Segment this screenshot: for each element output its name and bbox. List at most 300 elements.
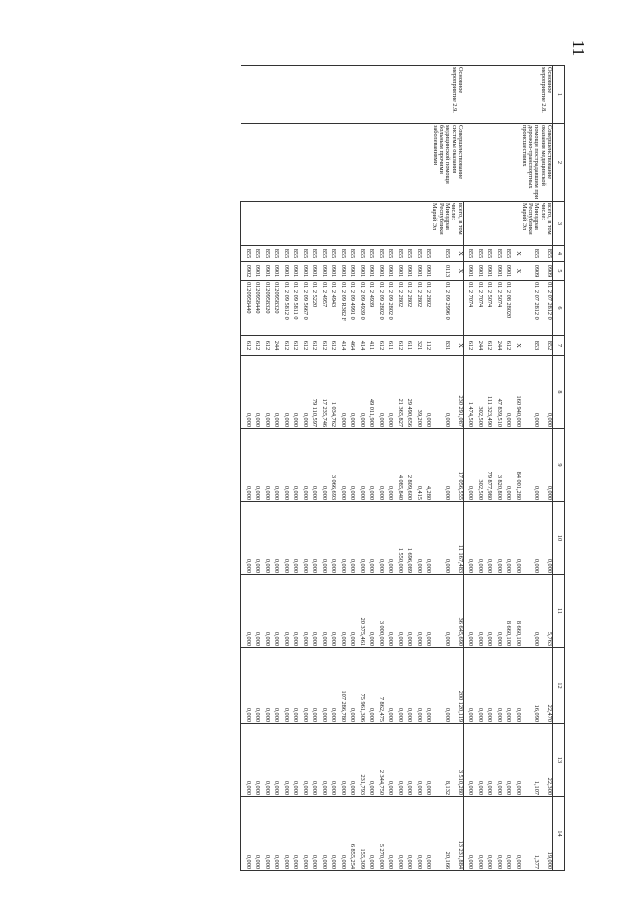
vr-cell: 612 xyxy=(327,336,337,356)
value-cell: 0,000 xyxy=(241,356,251,429)
event-title: Совершенствование системы оказания медицинской помощи больным прочими заболеваниями xyxy=(241,124,463,202)
grbs-cell: 855 xyxy=(384,246,394,262)
executor-cell xyxy=(473,202,483,246)
value-cell: 0,000 xyxy=(336,797,346,871)
grbs-cell: 855 xyxy=(308,246,318,262)
value-cell: 0,000 xyxy=(502,797,512,871)
value-cell: 0,000 xyxy=(298,356,308,429)
value-cell: 0,000 xyxy=(279,356,289,429)
value-cell: 0,000 xyxy=(412,648,422,724)
value-cell: 0,000 xyxy=(365,724,375,797)
csr-cell: 01 2 2802 xyxy=(403,281,413,336)
grbs-cell: 855 xyxy=(492,246,502,262)
value-cell: 0,000 xyxy=(422,724,432,797)
value-cell: 5,763 xyxy=(539,575,552,648)
value-cell: 1 696,089 xyxy=(403,502,413,575)
value-cell: 13 231,884 xyxy=(450,797,463,871)
grbs-cell: 855 xyxy=(251,246,261,262)
grbs-cell: X xyxy=(450,246,463,262)
value-cell: 0,000 xyxy=(374,429,384,502)
value-cell: 0,000 xyxy=(492,648,502,724)
event-label: Основное мероприятие 2.9. xyxy=(241,66,463,124)
value-cell: 0,000 xyxy=(393,575,403,648)
value-cell: 0,000 xyxy=(279,724,289,797)
value-cell: 0,000 xyxy=(502,502,512,575)
executor-cell: Минздрав Республики Марий Эл xyxy=(431,202,450,246)
value-cell: 0,000 xyxy=(412,724,422,797)
header-col-1: 1 xyxy=(553,66,565,124)
rzpr-cell: 0901 xyxy=(336,262,346,281)
value-cell: 0,000 xyxy=(346,724,356,797)
value-cell: 0,000 xyxy=(483,502,493,575)
value-cell: 0,000 xyxy=(346,502,356,575)
value-cell: 0,000 xyxy=(463,797,473,871)
executor-cell: всего, в том числе: xyxy=(539,202,552,246)
executor-cell xyxy=(422,202,432,246)
grbs-cell: 855 xyxy=(260,246,270,262)
rzpr-cell: 0901 xyxy=(289,262,299,281)
rzpr-cell: 0901 xyxy=(346,262,356,281)
rzpr-cell: 0901 xyxy=(317,262,327,281)
header-col-12: 12 xyxy=(553,648,565,724)
value-cell: 1 474,500 xyxy=(463,356,473,429)
value-cell: 0,000 xyxy=(412,797,422,871)
value-cell: 0,000 xyxy=(473,648,483,724)
vr-cell: 244 xyxy=(473,336,483,356)
value-cell: 0,000 xyxy=(502,724,512,797)
value-cell: 0,000 xyxy=(511,724,521,797)
value-cell: 0,000 xyxy=(289,797,299,871)
grbs-cell: 855 xyxy=(336,246,346,262)
value-cell: 0,000 xyxy=(317,724,327,797)
value-cell: 0,000 xyxy=(502,648,512,724)
value-cell: 0,000 xyxy=(492,797,502,871)
csr-cell: 0120958440 xyxy=(241,281,251,336)
vr-cell: 611 xyxy=(403,336,413,356)
value-cell: 3 510,280 xyxy=(450,724,463,797)
value-cell: 0,000 xyxy=(365,429,375,502)
value-cell: 0,000 xyxy=(539,502,552,575)
rzpr-cell: 0901 xyxy=(502,262,512,281)
value-cell: 0,000 xyxy=(317,429,327,502)
csr-cell: 01 2 09 5811 0 xyxy=(289,281,299,336)
grbs-cell: 855 xyxy=(298,246,308,262)
csr-cell: 01 2 09 5812 0 xyxy=(279,281,289,336)
value-cell: 20,166 xyxy=(431,797,450,871)
value-cell: 0,000 xyxy=(483,797,493,871)
value-cell: 1 034,762 xyxy=(327,356,337,429)
csr-cell: 01 2 09 4939 0 xyxy=(355,281,365,336)
value-cell: 21 365,827 xyxy=(393,356,403,429)
rzpr-cell: 0909 xyxy=(521,262,540,281)
value-cell: 79 877,980 xyxy=(483,429,493,502)
value-cell: 0,000 xyxy=(431,429,450,502)
value-cell: 0,000 xyxy=(308,797,318,871)
value-cell: 155,309 xyxy=(355,797,365,871)
value-cell: 0,000 xyxy=(270,724,280,797)
value-cell: 17 056,555 xyxy=(450,429,463,502)
executor-cell: всего, в том числе: xyxy=(450,202,463,246)
value-cell: 0,000 xyxy=(473,797,483,871)
value-cell: 0,000 xyxy=(289,502,299,575)
header-col-6: 6 xyxy=(553,281,565,336)
executor-cell xyxy=(393,202,403,246)
value-cell: 0,000 xyxy=(298,502,308,575)
vr-cell: 464 xyxy=(346,336,356,356)
executor-cell xyxy=(317,202,327,246)
value-cell: 0,000 xyxy=(270,502,280,575)
grbs-cell: 855 xyxy=(346,246,356,262)
grbs-cell: X xyxy=(511,246,521,262)
value-cell: 0,000 xyxy=(270,429,280,502)
value-cell: 0,000 xyxy=(521,502,540,575)
value-cell: 0,000 xyxy=(336,575,346,648)
value-cell: 0,000 xyxy=(241,502,251,575)
value-cell: 0,000 xyxy=(298,429,308,502)
page-number: 11 xyxy=(569,39,589,57)
value-cell: 0,000 xyxy=(384,502,394,575)
value-cell: 0,000 xyxy=(355,502,365,575)
grbs-cell: 855 xyxy=(279,246,289,262)
executor-cell xyxy=(374,202,384,246)
value-cell: 0,000 xyxy=(483,724,493,797)
grbs-cell: 855 xyxy=(270,246,280,262)
executor-cell xyxy=(502,202,512,246)
vr-cell: 612 xyxy=(393,336,403,356)
csr-cell: 01 2 07 2812 0 xyxy=(539,281,552,336)
vr-cell: 612 xyxy=(502,336,512,356)
value-cell: 3 820,800 xyxy=(492,429,502,502)
value-cell: 0,000 xyxy=(483,648,493,724)
value-cell: 0,000 xyxy=(327,648,337,724)
vr-cell: 414 xyxy=(336,336,346,356)
value-cell: 0,000 xyxy=(393,724,403,797)
value-cell: 0,000 xyxy=(422,502,432,575)
value-cell: 0,000 xyxy=(298,648,308,724)
value-cell: 0,000 xyxy=(473,575,483,648)
grbs-cell: 855 xyxy=(317,246,327,262)
value-cell: 22,300 xyxy=(539,724,552,797)
executor-cell xyxy=(327,202,337,246)
value-cell: 0,000 xyxy=(260,724,270,797)
rzpr-cell: 0901 xyxy=(473,262,483,281)
vr-cell: 244 xyxy=(492,336,502,356)
value-cell: 0,000 xyxy=(270,575,280,648)
value-cell: 0,000 xyxy=(473,502,483,575)
value-cell: 0,000 xyxy=(289,724,299,797)
header-col-11: 11 xyxy=(553,575,565,648)
executor-cell xyxy=(279,202,289,246)
value-cell: 1,107 xyxy=(521,724,540,797)
value-cell: 0,000 xyxy=(365,502,375,575)
rzpr-cell: 0901 xyxy=(327,262,337,281)
executor-cell xyxy=(260,202,270,246)
value-cell: 0,000 xyxy=(511,502,521,575)
value-cell: 0,000 xyxy=(539,429,552,502)
value-cell: 0,000 xyxy=(539,356,552,429)
grbs-cell: 855 xyxy=(355,246,365,262)
grbs-cell: 855 xyxy=(539,246,552,262)
value-cell: 17 235,746 xyxy=(317,356,327,429)
vr-cell: 612 xyxy=(251,336,261,356)
value-cell: 0,000 xyxy=(374,502,384,575)
header-row xyxy=(553,66,565,871)
csr-cell: 01 2 07 2812 0 xyxy=(521,281,540,336)
value-cell: 0,000 xyxy=(251,429,261,502)
value-cell: 1 550,000 xyxy=(393,502,403,575)
value-cell: 0,000 xyxy=(260,429,270,502)
value-cell: 0,000 xyxy=(308,724,318,797)
csr-cell: 01 2 7074 xyxy=(463,281,473,336)
value-cell: 0,000 xyxy=(241,429,251,502)
csr-cell: 01 2 4943 xyxy=(327,281,337,336)
value-cell: 0,000 xyxy=(260,502,270,575)
header-col-5: 5 xyxy=(553,262,565,281)
value-cell: 0,000 xyxy=(483,575,493,648)
value-cell: 0,000 xyxy=(279,648,289,724)
executor-cell xyxy=(412,202,422,246)
rzpr-cell: 0901 xyxy=(412,262,422,281)
value-cell: 0,000 xyxy=(463,429,473,502)
value-cell: 0,000 xyxy=(251,356,261,429)
value-cell: 0,000 xyxy=(251,502,261,575)
value-cell: 0,000 xyxy=(327,502,337,575)
rzpr-cell: 0902 xyxy=(241,262,251,281)
value-cell: 4 085,840 xyxy=(393,429,403,502)
rzpr-cell: 0901 xyxy=(270,262,280,281)
value-cell: 0,000 xyxy=(521,356,540,429)
value-cell: 0,000 xyxy=(346,429,356,502)
value-cell: 19,000 xyxy=(539,797,552,871)
value-cell: 0,000 xyxy=(241,648,251,724)
rzpr-cell: 0901 xyxy=(279,262,289,281)
rzpr-cell: 0901 xyxy=(355,262,365,281)
vr-cell: 321 xyxy=(412,336,422,356)
value-cell: 0,000 xyxy=(327,797,337,871)
value-cell: 107 286,780 xyxy=(336,648,346,724)
value-cell: 0,000 xyxy=(327,724,337,797)
rzpr-cell: 0901 xyxy=(422,262,432,281)
value-cell: 111 323,490 xyxy=(483,356,493,429)
value-cell: 0,000 xyxy=(336,429,346,502)
table-row xyxy=(539,66,552,871)
event-title: Совершенствование оказания медицинской помощи пострадавшим при дорожно-транспортных происшествиях xyxy=(463,124,552,202)
value-cell: 0,000 xyxy=(289,648,299,724)
value-cell: 0,000 xyxy=(422,356,432,429)
value-cell: 0,000 xyxy=(346,648,356,724)
value-cell: 0,000 xyxy=(502,429,512,502)
rzpr-cell: 0901 xyxy=(374,262,384,281)
rzpr-cell: 0901 xyxy=(384,262,394,281)
value-cell: 0,000 xyxy=(384,575,394,648)
value-cell: 0,000 xyxy=(422,575,432,648)
rzpr-cell: 0901 xyxy=(298,262,308,281)
value-cell: 0,000 xyxy=(317,648,327,724)
value-cell: 302,500 xyxy=(473,429,483,502)
vr-cell: 414 xyxy=(355,336,365,356)
csr-cell: 01 2 2802 xyxy=(393,281,403,336)
value-cell: 0,000 xyxy=(308,429,318,502)
executor-cell xyxy=(346,202,356,246)
value-cell: 1,377 xyxy=(521,797,540,871)
csr-cell: 01 2 09 2802 0 xyxy=(384,281,394,336)
value-cell: 0,000 xyxy=(502,356,512,429)
vr-cell: 411 xyxy=(365,336,375,356)
value-cell: 0,000 xyxy=(463,575,473,648)
value-cell: 11 167,483 xyxy=(450,502,463,575)
executor-cell xyxy=(511,202,521,246)
vr-cell: 612 xyxy=(279,336,289,356)
csr-cell: 01 2 09 R382 F xyxy=(336,281,346,336)
vr-cell: 852 xyxy=(539,336,552,356)
value-cell: 49 011,900 xyxy=(365,356,375,429)
value-cell: 0,000 xyxy=(521,575,540,648)
rzpr-cell: 0909 xyxy=(539,262,552,281)
csr-cell: 0120958320 xyxy=(270,281,280,336)
header-col-2: 2 xyxy=(553,124,565,202)
value-cell: 0,000 xyxy=(403,797,413,871)
value-cell: 75 961,306 xyxy=(355,648,365,724)
value-cell: 0,000 xyxy=(260,648,270,724)
value-cell: 0,000 xyxy=(412,502,422,575)
value-cell: 47 839,510 xyxy=(492,356,502,429)
value-cell: 0,000 xyxy=(241,797,251,871)
value-cell: 0,000 xyxy=(431,502,450,575)
value-cell: 0,000 xyxy=(365,648,375,724)
value-cell: 0,000 xyxy=(336,502,346,575)
value-cell: 0,000 xyxy=(384,724,394,797)
event-label: Основное мероприятие 2.8. xyxy=(463,66,552,124)
value-cell: 0,000 xyxy=(492,575,502,648)
value-cell: 0,000 xyxy=(260,356,270,429)
csr-cell xyxy=(511,281,521,336)
rotated-table-container xyxy=(132,65,565,870)
header-col-13: 13 xyxy=(553,724,565,797)
vr-cell: 112 xyxy=(422,336,432,356)
vr-cell: 611 xyxy=(384,336,394,356)
executor-cell xyxy=(298,202,308,246)
value-cell: 160 940,000 xyxy=(511,356,521,429)
grbs-cell: 855 xyxy=(374,246,384,262)
vr-cell: 244 xyxy=(270,336,280,356)
vr-cell: 853 xyxy=(521,336,540,356)
value-cell: 0,000 xyxy=(393,797,403,871)
value-cell: 0,000 xyxy=(270,797,280,871)
csr-cell: 01 2 09 2996 0 xyxy=(431,281,450,336)
value-cell: 8 660,100 xyxy=(511,575,521,648)
executor-cell xyxy=(241,202,251,246)
vr-cell: 612 xyxy=(298,336,308,356)
value-cell: 7 862,475 xyxy=(374,648,384,724)
value-cell: 0,415 xyxy=(412,429,422,502)
grbs-cell: 855 xyxy=(241,246,251,262)
csr-cell: 01 2 5074 xyxy=(483,281,493,336)
value-cell: 0,000 xyxy=(393,648,403,724)
executor-cell xyxy=(492,202,502,246)
rzpr-cell: X xyxy=(450,262,463,281)
vr-cell: 612 xyxy=(463,336,473,356)
csr-cell: 01 2 4939 xyxy=(365,281,375,336)
value-cell: 8,132 xyxy=(431,724,450,797)
value-cell: 0,000 xyxy=(260,797,270,871)
vr-cell: 612 xyxy=(241,336,251,356)
value-cell: 0,000 xyxy=(327,575,337,648)
vr-cell: X xyxy=(511,336,521,356)
value-cell: 0,000 xyxy=(403,575,413,648)
value-cell: 22,470 xyxy=(539,648,552,724)
value-cell: 2 344,750 xyxy=(374,724,384,797)
rzpr-cell: 0901 xyxy=(260,262,270,281)
value-cell: 0,000 xyxy=(431,575,450,648)
value-cell: 20 375,461 xyxy=(355,575,365,648)
value-cell: 0,000 xyxy=(403,648,413,724)
value-cell: 0,000 xyxy=(403,724,413,797)
value-cell: 0,000 xyxy=(308,502,318,575)
header-col-4: 4 xyxy=(553,246,565,262)
value-cell: 0,000 xyxy=(463,648,473,724)
vr-cell: 612 xyxy=(317,336,327,356)
vr-cell: 612 xyxy=(308,336,318,356)
rzpr-cell: 0901 xyxy=(308,262,318,281)
value-cell: 0,000 xyxy=(463,502,473,575)
executor-cell xyxy=(289,202,299,246)
value-cell: 0,000 xyxy=(251,648,261,724)
value-cell: 6 855,254 xyxy=(346,797,356,871)
value-cell: 79 110,597 xyxy=(308,356,318,429)
value-cell: 0,000 xyxy=(317,502,327,575)
value-cell: 0,000 xyxy=(492,502,502,575)
csr-cell: 01 2 5074 xyxy=(492,281,502,336)
value-cell: 0,000 xyxy=(384,797,394,871)
vr-cell: 612 xyxy=(289,336,299,356)
vr-cell: X xyxy=(450,336,463,356)
value-cell: 302,500 xyxy=(473,356,483,429)
value-cell: 0,000 xyxy=(241,575,251,648)
header-col-9: 9 xyxy=(553,429,565,502)
value-cell: 0,000 xyxy=(521,429,540,502)
value-cell: 0,000 xyxy=(463,724,473,797)
csr-cell: 01 2 2802 xyxy=(412,281,422,336)
value-cell: 0,000 xyxy=(431,648,450,724)
value-cell: 0,000 xyxy=(317,575,327,648)
value-cell: 230 291,087 xyxy=(450,356,463,429)
grbs-cell: 855 xyxy=(403,246,413,262)
executor-cell xyxy=(270,202,280,246)
value-cell: 0,000 xyxy=(308,648,318,724)
value-cell: 0,000 xyxy=(412,575,422,648)
grbs-cell: 855 xyxy=(463,246,473,262)
value-cell: 29 490,656 xyxy=(403,356,413,429)
value-cell: 0,000 xyxy=(511,648,521,724)
value-cell: 5 270,000 xyxy=(374,797,384,871)
grbs-cell: 855 xyxy=(502,246,512,262)
value-cell: 36 645,690 xyxy=(450,575,463,648)
value-cell: 0,000 xyxy=(355,356,365,429)
csr-cell: 01 2 4957 xyxy=(317,281,327,336)
executor-cell xyxy=(384,202,394,246)
value-cell: 0,000 xyxy=(270,648,280,724)
vr-cell: 612 xyxy=(483,336,493,356)
csr-cell: 01 2 7074 xyxy=(473,281,483,336)
value-cell: 84 001,280 xyxy=(511,429,521,502)
value-cell: 3 000,000 xyxy=(374,575,384,648)
header-col-3: 3 xyxy=(553,202,565,246)
csr-cell: 01 2 2802 xyxy=(422,281,432,336)
executor-cell xyxy=(403,202,413,246)
grbs-cell: 855 xyxy=(431,246,450,262)
value-cell: 4,280 xyxy=(422,429,432,502)
value-cell: 0,000 xyxy=(346,575,356,648)
